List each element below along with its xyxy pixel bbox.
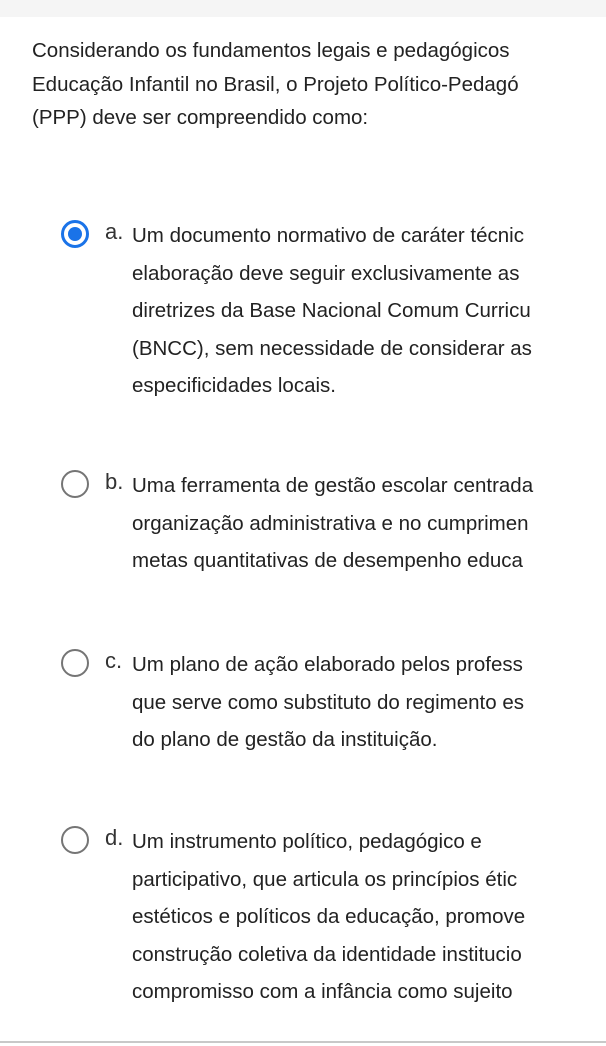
option-b[interactable]: [0, 467, 606, 607]
option-d-text: [132, 826, 606, 1017]
option-a[interactable]: [0, 217, 606, 452]
option-b-text: [132, 470, 606, 586]
option-d[interactable]: [0, 823, 606, 1041]
question-line: Considerando os fundamentos legais e pedagógicos: [32, 39, 510, 62]
option-line: compromisso com a infância como sujeito: [132, 980, 513, 1003]
option-line: Um instrumento político, pedagógico e: [132, 830, 482, 853]
option-c[interactable]: [0, 646, 606, 786]
option-line: especificidades locais.: [132, 374, 336, 397]
bottom-divider: [0, 1041, 606, 1043]
option-line: diretrizes da Base Nacional Comum Curricu: [132, 299, 531, 322]
option-line: que serve como substituto do regimento es: [132, 690, 524, 714]
option-line: metas quantitativas de desempenho educa: [132, 549, 523, 572]
option-letter: c.: [105, 648, 123, 673]
option-a-text: [132, 220, 606, 411]
top-bar: [0, 0, 606, 17]
option-line: Uma ferramenta de gestão escolar centrada: [132, 474, 534, 497]
option-line: Um plano de ação elaborado pelos profess: [132, 653, 523, 676]
radio-option-b[interactable]: [61, 470, 89, 498]
option-line: construção coletiva da identidade institucio: [132, 942, 522, 966]
radio-option-d[interactable]: [61, 826, 89, 854]
option-letter: b.: [105, 469, 124, 494]
option-letter: a.: [105, 219, 124, 244]
option-letter: d.: [105, 825, 124, 850]
question-line: Educação Infantil no Brasil, o Projeto Político-Pedagó: [32, 72, 519, 96]
option-line: elaboração deve seguir exclusivamente as: [132, 261, 520, 285]
option-line: participativo, que articula os princípios étic: [132, 867, 518, 891]
option-line: estéticos e políticos da educação, promove: [132, 905, 526, 928]
option-line: do plano de gestão da instituição.: [132, 728, 438, 751]
radio-option-a[interactable]: [61, 220, 89, 248]
option-c-text: [132, 649, 606, 765]
option-line: organização administrativa e no cumprimen: [132, 511, 529, 535]
question-line: (PPP) deve ser compreendido como:: [32, 106, 369, 129]
radio-option-c[interactable]: [61, 649, 89, 677]
option-line: Um documento normativo de caráter técnic: [132, 224, 524, 247]
question-text: [32, 34, 606, 135]
option-line: (BNCC), sem necessidade de considerar as: [132, 336, 532, 360]
